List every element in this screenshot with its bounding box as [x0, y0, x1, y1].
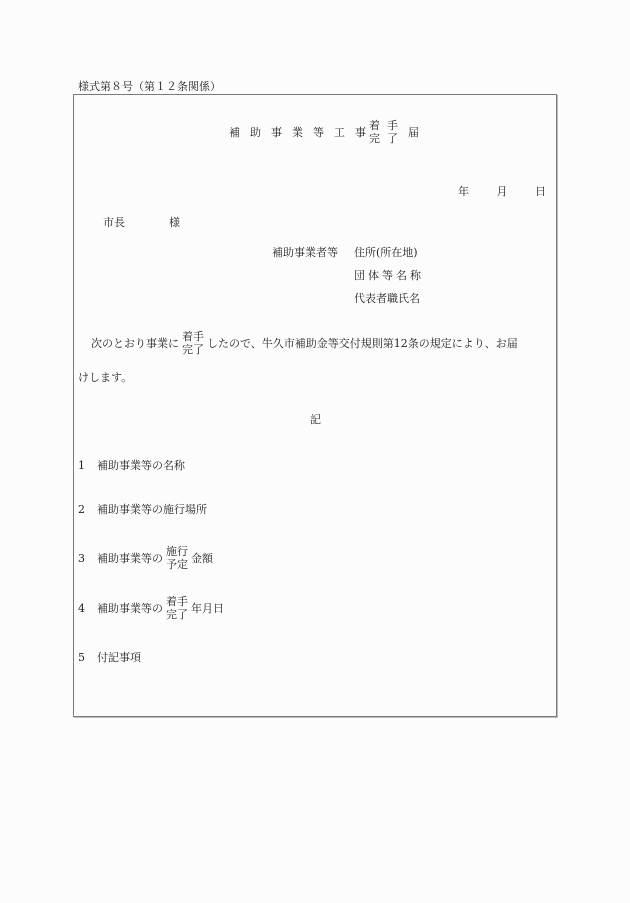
choice-planned: 予定 — [166, 558, 188, 571]
choice-complete: 完了 — [182, 343, 204, 356]
choice-start: 着手 — [182, 330, 204, 343]
item-text: 補助事業等の — [97, 552, 163, 565]
form-number: 様式第８号（第１２条関係） — [78, 80, 221, 93]
title-char: 事 — [355, 126, 366, 139]
date-month: 月 — [496, 185, 508, 198]
date-line — [458, 183, 546, 199]
choice-start: 着手 — [369, 119, 405, 132]
choice-complete: 完了 — [166, 608, 188, 621]
body-text-continued: けします。 — [78, 371, 133, 384]
item-text: 補助事業等の名称 — [97, 459, 185, 472]
title-char: 工 — [334, 126, 345, 139]
choice-execution: 施行 — [166, 545, 188, 558]
addressee-name: 市長 — [103, 216, 125, 229]
applicant-label: 補助事業者等 — [272, 246, 338, 259]
choice-start: 着手 — [166, 595, 188, 608]
item-1 — [78, 457, 185, 473]
applicant-representative: 代表者職氏名 — [354, 292, 420, 305]
body-after: したので、牛久市補助金等交付規則第12条の規定により、お届 — [207, 337, 518, 350]
title-suffix: 届 — [408, 126, 419, 139]
item-number: 4 — [78, 601, 85, 615]
body-choice-stack — [182, 330, 204, 356]
body-text — [91, 330, 518, 356]
addressee — [103, 214, 180, 230]
item-choice-stack — [166, 545, 188, 571]
title-char: 補 — [229, 126, 240, 139]
item-number: 1 — [78, 458, 85, 472]
choice-complete: 完了 — [369, 132, 405, 145]
item-text: 補助事業等の — [97, 602, 163, 615]
title-char: 等 — [313, 126, 324, 139]
item-text: 付記事項 — [97, 651, 141, 664]
form-title — [229, 119, 419, 145]
item-3 — [78, 545, 213, 571]
item-choice-stack — [166, 595, 188, 621]
ki-heading: 記 — [310, 413, 321, 426]
title-choice-stack — [369, 119, 405, 145]
item-5 — [78, 649, 141, 665]
title-prefix — [229, 124, 366, 140]
item-2 — [78, 501, 207, 517]
item-number: 2 — [78, 502, 85, 516]
title-char: 事 — [271, 126, 282, 139]
date-year: 年 — [458, 185, 469, 198]
title-char: 助 — [250, 126, 261, 139]
body-before: 次のとおり事業に — [91, 337, 179, 350]
item-number: 5 — [78, 650, 85, 664]
item-suffix: 金額 — [191, 552, 213, 565]
item-4 — [78, 595, 224, 621]
applicant-organization: 団体等名称 — [354, 269, 424, 282]
item-text: 補助事業等の施行場所 — [97, 503, 207, 516]
applicant-address: 住所(所在地) — [354, 246, 418, 259]
date-day: 日 — [535, 185, 546, 198]
title-char: 業 — [292, 126, 303, 139]
addressee-honorific: 様 — [169, 216, 180, 229]
item-number: 3 — [78, 551, 85, 565]
item-suffix: 年月日 — [191, 602, 224, 615]
